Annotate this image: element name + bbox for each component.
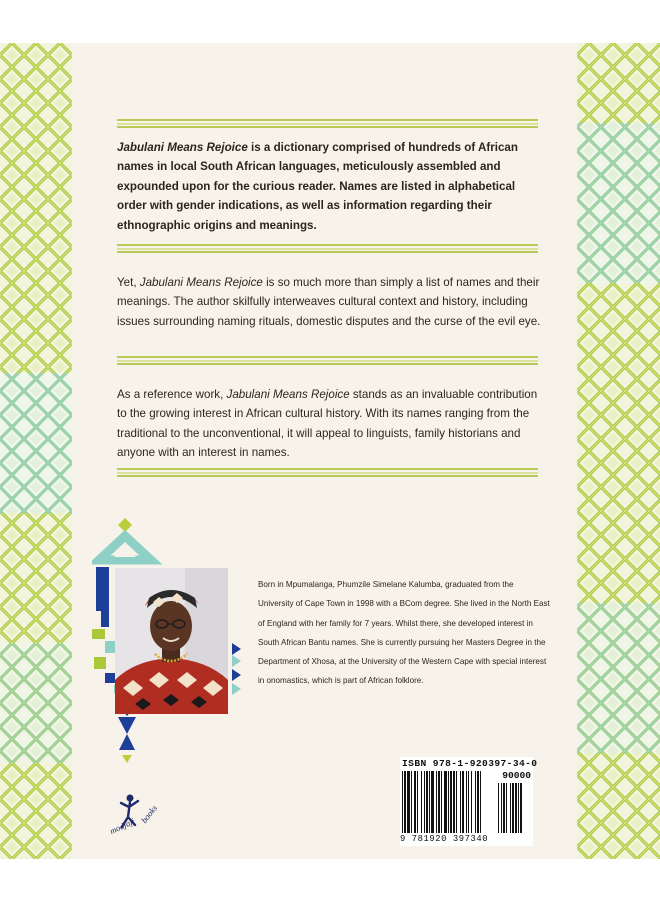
blurb-paragraph-2 bbox=[117, 273, 542, 331]
ean-number: 9 781920 397340 bbox=[400, 834, 489, 844]
blurb-lead-3: As a reference work, bbox=[117, 388, 227, 401]
isbn-barcode bbox=[400, 757, 538, 846]
blurb-lead-2: Yet, bbox=[117, 276, 140, 289]
blurb-text-1: is a dictionary comprised of hundreds of African names in local South African languages, meticulously assembled and expounded upon for the curious reader. Names are listed in alphabetical order with gender indications, as well as information regarding their ethnographic origins and meanings. bbox=[117, 141, 518, 232]
divider-3 bbox=[117, 468, 538, 477]
blurb-paragraph-3 bbox=[117, 385, 542, 463]
publisher-name-right: books bbox=[138, 803, 160, 825]
barcode-bars bbox=[400, 771, 533, 833]
book-title: Jabulani Means Rejoice bbox=[117, 141, 248, 154]
book-title: Jabulani Means Rejoice bbox=[139, 276, 263, 289]
right-pattern-border bbox=[577, 43, 660, 859]
divider-1 bbox=[117, 244, 538, 253]
publisher-logo bbox=[108, 791, 168, 841]
author-photo bbox=[115, 568, 228, 714]
blurb-text-2: is so much more than simply a list of names and their meanings. The author skilfully interweaves cultural context and history, including issues surrounding naming rituals, domestic disputes and the curse of the evil eye. bbox=[117, 276, 541, 328]
left-pattern-border bbox=[0, 43, 72, 859]
back-cover bbox=[0, 43, 660, 859]
blurb-text-3: stands as an invaluable contribution to the growing interest in African cultural history. With its names ranging from the traditional to the unconventional, it will appeal to linguists, family historians and anyone with an interest in names. bbox=[117, 388, 538, 460]
isbn-number: ISBN 978-1-920397-34-0 bbox=[402, 758, 538, 769]
top-divider bbox=[117, 119, 538, 128]
price-code: 90000 bbox=[502, 770, 531, 781]
blurb-paragraph-1 bbox=[117, 138, 542, 235]
author-bio: Born in Mpumalanga, Phumzile Simelane Kalumba, graduated from the University of Cape Town in 1998 with a BCom degree. She lived in the North East of England with her family for 7 years. Whilst there, she developed interest in South African Bantu names. She is currently pursuing her Masters Degree in the Department of Xhosa, at the University of the Western Cape with special interest in onomastics, which is part of African folklore. bbox=[258, 580, 550, 686]
book-title: Jabulani Means Rejoice bbox=[226, 388, 350, 401]
divider-2 bbox=[117, 356, 538, 365]
publisher-name-left: modjaji bbox=[108, 815, 137, 837]
